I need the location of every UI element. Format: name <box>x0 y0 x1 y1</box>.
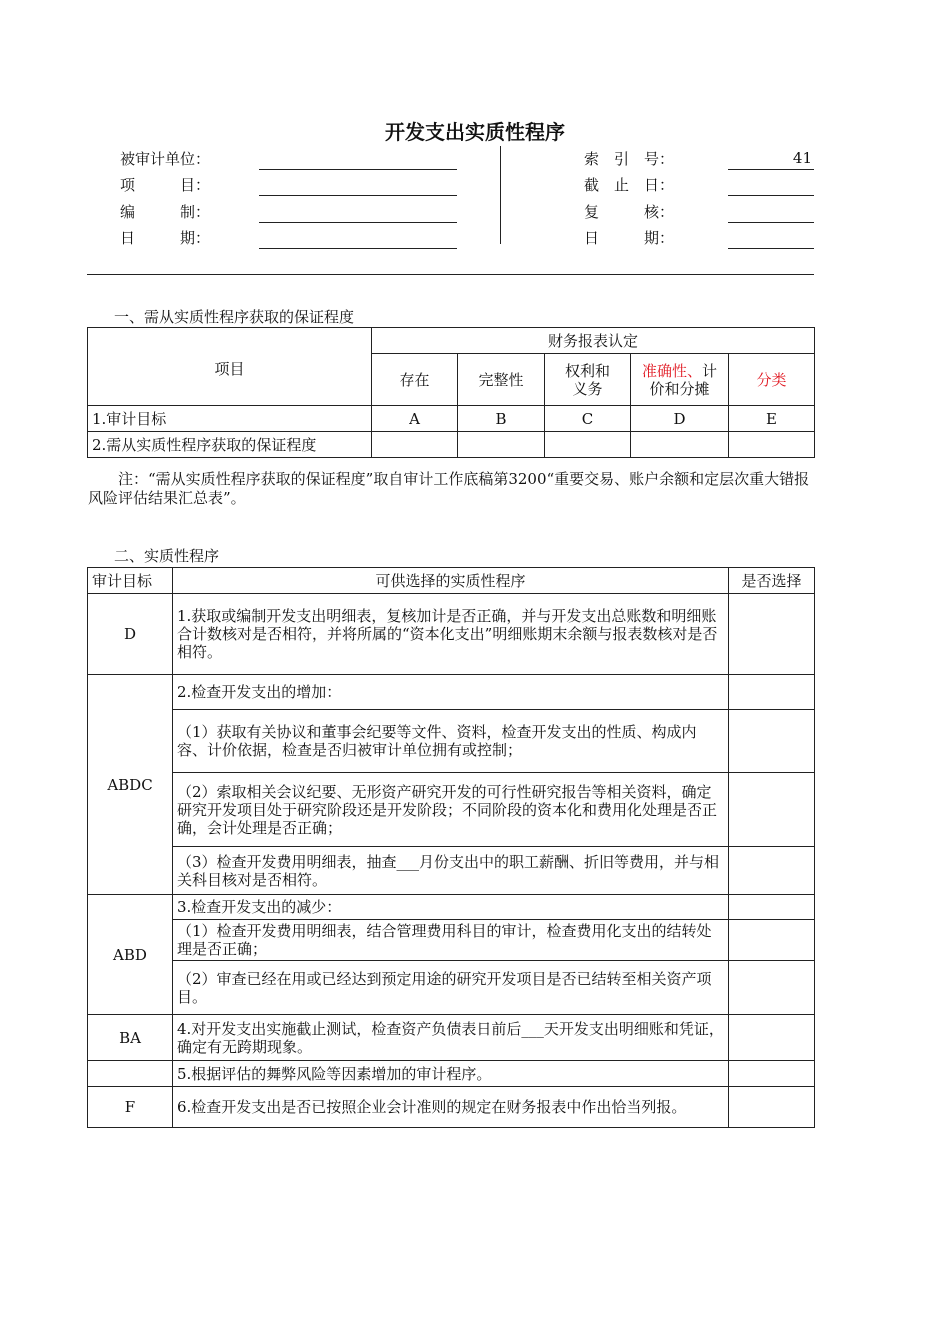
col-procedures: 可供选择的实质性程序 <box>173 568 729 594</box>
cutoff-field[interactable] <box>728 195 814 196</box>
procedure-3: 3.检查开发支出的减少： <box>173 895 729 920</box>
select-procedure-3[interactable] <box>729 895 815 920</box>
date-field-right[interactable] <box>728 248 814 249</box>
header-label-review: 复 核： <box>584 203 675 221</box>
procedure-5: 5.根据评估的舞弊风险等因素增加的审计程序。 <box>173 1061 729 1087</box>
review-field[interactable] <box>728 222 814 223</box>
select-procedure-5[interactable] <box>729 1061 815 1087</box>
index-field[interactable] <box>728 149 814 170</box>
procedure-1: 1.获取或编制开发支出明细表，复核加计是否正确，并与开发支出总账数和明细账合计数核对是否相符，并将所属的“资本化支出”明细账期末余额与报表数核对是否相符。 <box>173 594 729 675</box>
objective-a: A <box>372 406 458 432</box>
procedures-table <box>87 567 815 1128</box>
assurance-table <box>87 327 815 458</box>
header-divider <box>500 146 501 244</box>
date-field-left[interactable] <box>259 248 457 249</box>
assertions-group-header: 财务报表认定 <box>372 328 815 354</box>
header-label-date-left: 日 期： <box>120 229 211 247</box>
objective-b: B <box>458 406 545 432</box>
select-procedure-2-1[interactable] <box>729 710 815 773</box>
col-existence: 存在 <box>372 354 458 406</box>
assurance-cell-5[interactable] <box>729 432 815 458</box>
target-d: D <box>88 594 173 675</box>
target-blank <box>88 1061 173 1087</box>
procedure-3-1: （1）检查开发费用明细表，结合管理费用科目的审计，检查费用化支出的结转处理是否正确； <box>173 920 729 961</box>
index-value: 41 <box>792 149 812 167</box>
select-procedure-6[interactable] <box>729 1087 815 1128</box>
project-field[interactable] <box>259 195 457 196</box>
header-label-cutoff: 截 止 日： <box>584 176 675 194</box>
objective-d: D <box>631 406 729 432</box>
auditee-field[interactable] <box>259 169 457 170</box>
header-label-index: 索 引 号： <box>584 150 675 168</box>
row-audit-objective-label: 1.审计目标 <box>88 406 372 432</box>
header-label-date-right: 日 期： <box>584 229 675 247</box>
target-abdc: ABDC <box>88 675 173 895</box>
assurance-cell-2[interactable] <box>458 432 545 458</box>
row-assurance-label: 2.需从实质性程序获取的保证程度 <box>88 432 372 458</box>
select-procedure-3-1[interactable] <box>729 920 815 961</box>
select-procedure-1[interactable] <box>729 594 815 675</box>
select-procedure-3-2[interactable] <box>729 961 815 1015</box>
header-label-project: 项 目： <box>120 176 211 194</box>
procedure-2-3: （3）检查开发费用明细表，抽查___月份支出中的职工薪酬、折旧等费用，并与相关科目核对是否相符。 <box>173 847 729 895</box>
section1-note: 注：“需从实质性程序获取的保证程度”取自审计工作底稿第3200“重要交易、账户余额和定层次重大错报风险评估结果汇总表”。 <box>88 470 810 507</box>
section1-heading: 一、需从实质性程序获取的保证程度 <box>114 308 355 326</box>
header-label-preparer: 编 制： <box>120 203 211 221</box>
page-title: 开发支出实质性程序 <box>385 120 565 144</box>
select-procedure-2-2[interactable] <box>729 773 815 847</box>
objective-c: C <box>545 406 631 432</box>
objective-e: E <box>729 406 815 432</box>
header-label-auditee: 被审计单位： <box>120 150 211 168</box>
procedure-3-2: （2）审查已经在用或已经达到预定用途的研究开发项目是否已结转至相关资产项目。 <box>173 961 729 1015</box>
target-f: F <box>88 1087 173 1128</box>
preparer-field[interactable] <box>259 222 457 223</box>
procedure-2: 2.检查开发支出的增加： <box>173 675 729 710</box>
col-selected: 是否选择 <box>729 568 815 594</box>
assurance-cell-4[interactable] <box>631 432 729 458</box>
procedure-2-2: （2）索取相关会议纪要、无形资产研究开发的可行性研究报告等相关资料，确定研究开发项目处于研究阶段还是开发阶段；不同阶段的资本化和费用化处理是否正确，会计处理是否正确； <box>173 773 729 847</box>
target-ba: BA <box>88 1015 173 1061</box>
select-procedure-2[interactable] <box>729 675 815 710</box>
procedure-4: 4.对开发支出实施截止测试，检查资产负债表日前后___天开发支出明细账和凭证，确定有无跨期现象。 <box>173 1015 729 1061</box>
col-classification: 分类 <box>729 354 815 406</box>
target-abd: ABD <box>88 895 173 1015</box>
col-completeness: 完整性 <box>458 354 545 406</box>
select-procedure-2-3[interactable] <box>729 847 815 895</box>
col-accuracy <box>631 354 729 406</box>
assurance-cell-3[interactable] <box>545 432 631 458</box>
select-procedure-4[interactable] <box>729 1015 815 1061</box>
assurance-cell-1[interactable] <box>372 432 458 458</box>
col-audit-target: 审计目标 <box>88 568 173 594</box>
section2-heading: 二、实质性程序 <box>114 547 220 565</box>
procedure-2-1: （1）获取有关协议和董事会纪要等文件、资料，检查开发支出的性质、构成内容、计价依据，检查是否归被审计单位拥有或控制； <box>173 710 729 773</box>
col-accuracy-rest: 计 价和分摊 <box>649 361 718 398</box>
col-project-header: 项目 <box>88 328 372 406</box>
header-rule <box>87 274 814 275</box>
col-accuracy-red: 准确性、 <box>641 361 702 380</box>
procedure-6: 6.检查开发支出是否已按照企业会计准则的规定在财务报表中作出恰当列报。 <box>173 1087 729 1128</box>
col-rights: 权利和 义务 <box>545 354 631 406</box>
